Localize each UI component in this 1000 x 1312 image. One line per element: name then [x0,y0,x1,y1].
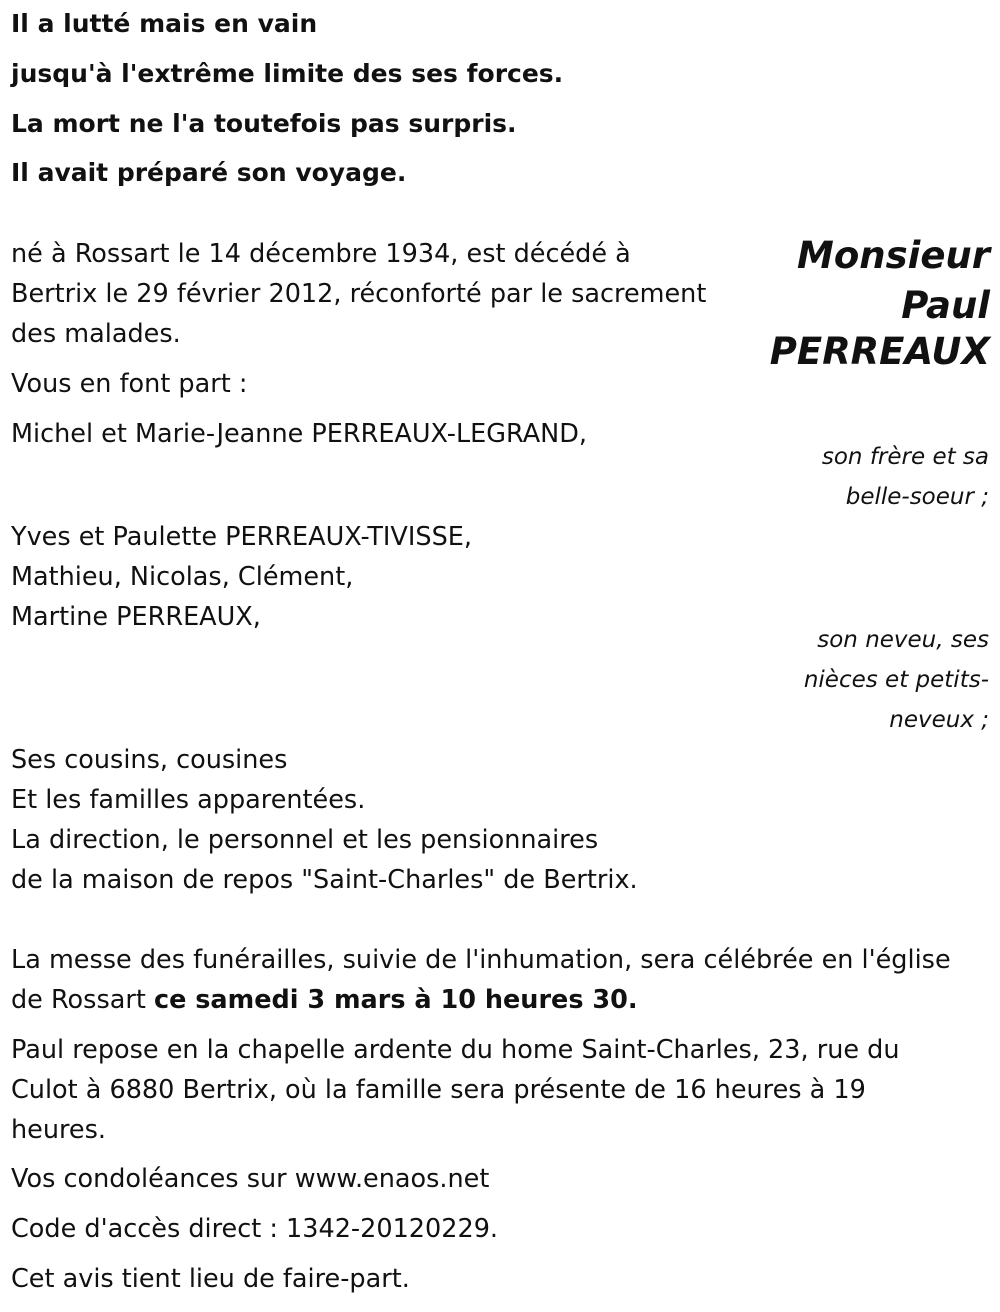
family-1-relation-line-2: belle-soeur ; [845,484,989,510]
access-code-text: Code d'accès direct : 1342-20120229. [11,1214,499,1244]
funeral-line-2 [11,985,638,1015]
poem-line-3: La mort ne l'a toutefois pas surpris. [11,109,517,138]
family-2-names-1: Yves et Paulette PERREAUX-TIVISSE, [11,522,472,552]
repose-line-2: Culot à 6880 Bertrix, où la famille sera présente de 16 heures à 19 [11,1075,866,1105]
deceased-title: Monsieur [797,234,990,277]
condolences-text: Vos condoléances sur www.enaos.net [11,1164,490,1194]
repose-line-1: Paul repose en la chapelle ardente du home Saint-Charles, 23, rue du [11,1035,900,1065]
family-1-names: Michel et Marie-Jeanne PERREAUX-LEGRAND, [11,419,587,449]
funeral-line-1: La messe des funérailles, suivie de l'inhumation, sera célébrée en l'église [11,945,951,975]
family-2-relation-line-3: neveux ; [889,707,989,733]
others-line-4: de la maison de repos "Saint-Charles" de Bertrix. [11,865,638,895]
others-line-1: Ses cousins, cousines [11,745,288,775]
funeral-place: de Rossart [11,985,154,1015]
others-line-2: Et les familles apparentées. [11,785,366,815]
poem-line-2: jusqu'à l'extrême limite des ses forces. [11,59,564,88]
poem-line-4: Il avait préparé son voyage. [11,158,407,187]
family-2-names-2: Mathieu, Nicolas, Clément, [11,562,354,592]
repose-line-3: heures. [11,1115,107,1145]
poem-line-1: Il a lutté mais en vain [11,9,318,38]
funeral-datetime: ce samedi 3 mars à 10 heures 30. [153,985,638,1015]
family-2-names-3: Martine PERREAUX, [11,602,261,632]
others-line-3: La direction, le personnel et les pensionnaires [11,825,599,855]
intro-line-1: né à Rossart le 14 décembre 1934, est décédé à [11,239,631,269]
family-1-relation-line-1: son frère et sa [821,444,989,470]
closing-text: Cet avis tient lieu de faire-part. [11,1264,410,1294]
deceased-last-name: PERREAUX [769,330,990,373]
family-2-relation-line-2: nièces et petits- [803,667,989,693]
family-2-relation-line-1: son neveu, ses [817,627,989,653]
intro-line-2: Bertrix le 29 février 2012, réconforté par le sacrement [11,279,707,309]
deceased-first-name: Paul [901,284,990,327]
announce-text: Vous en font part : [11,369,248,399]
intro-line-3: des malades. [11,319,181,349]
